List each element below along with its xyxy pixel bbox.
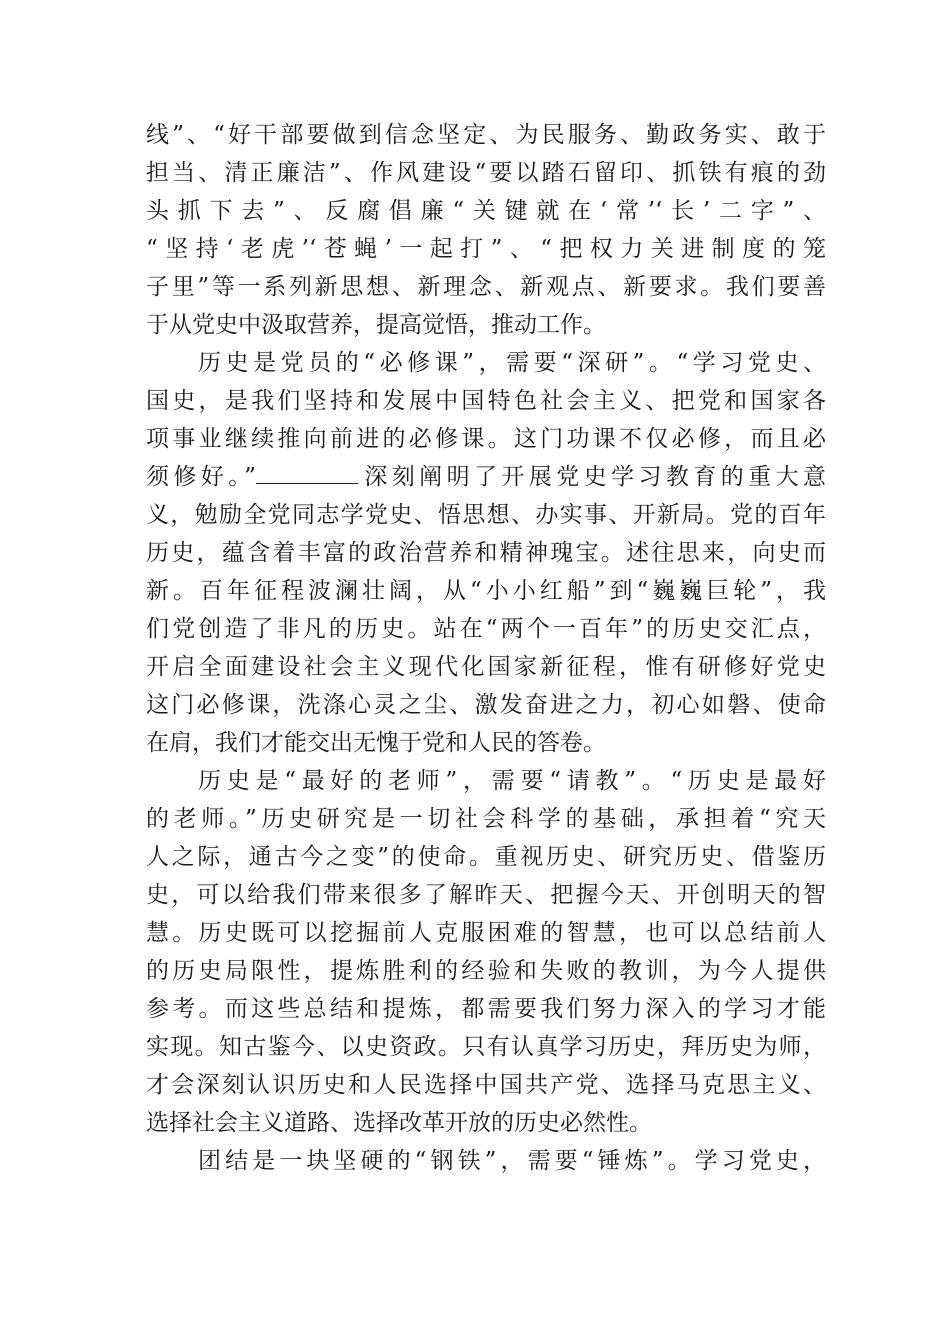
text-line: 慧。历史既可以挖掘前人克服困难的智慧，也可以总结前人	[146, 920, 826, 946]
text-line: “坚持‘老虎’‘苍蝇’一起打”、“把权力关进制度的笼	[146, 236, 826, 262]
text-line: 才会深刻认识历史和人民选择中国共产党、选择马克思主义、	[146, 1072, 826, 1098]
text-line: 线”、“好干部要做到信念坚定、为民服务、勤政务实、敢于	[146, 122, 826, 148]
paragraph-end-line: 在肩，我们才能交出无愧于党和人民的答卷。	[146, 730, 606, 756]
text-line: 新。百年征程波澜壮阔，从“小小红船”到“巍巍巨轮”，我	[146, 578, 826, 604]
paragraph-start-line: 历史是党员的“必修课”，需要“深研”。“学习党史、	[198, 350, 826, 376]
text-segment: 须修好。”	[146, 464, 256, 490]
text-line-with-blank	[146, 458, 826, 496]
text-line: 担当、清正廉洁”、作风建设“要以踏石留印、抓铁有痕的劲	[146, 160, 826, 186]
paragraph-start-line: 历史是“最好的老师”，需要“请教”。“历史是最好	[198, 768, 826, 794]
text-line: 参考。而这些总结和提炼，都需要我们努力深入的学习才能	[146, 996, 826, 1022]
body-text	[146, 116, 826, 1180]
paragraph-start-line: 团结是一块坚硬的“钢铁”，需要“锤炼”。学习党史，	[198, 1148, 826, 1174]
text-line: 义，勉励全党同志学党史、悟思想、办实事、开新局。党的百年	[146, 502, 826, 528]
fill-in-blank	[256, 463, 358, 484]
text-line: 开启全面建设社会主义现代化国家新征程，惟有研修好党史	[146, 654, 826, 680]
text-segment: 深刻阐明了开展党史学习教育的重大意	[359, 464, 827, 490]
text-line: 史，可以给我们带来很多了解昨天、把握今天、开创明天的智	[146, 882, 826, 908]
text-line: 子里”等一系列新思想、新理念、新观点、新要求。我们要善	[146, 274, 826, 300]
text-line: 的老师。”历史研究是一切社会科学的基础，承担着“究天	[146, 806, 826, 832]
text-line: 这门必修课，洗涤心灵之尘、激发奋进之力，初心如磐、使命	[146, 692, 826, 718]
text-line: 项事业继续推向前进的必修课。这门功课不仅必修，而且必	[146, 426, 826, 452]
text-line: 人之际，通古今之变”的使命。重视历史、研究历史、借鉴历	[146, 844, 826, 870]
text-line: 的历史局限性，提炼胜利的经验和失败的教训，为今人提供	[146, 958, 826, 984]
text-line: 历史，蕴含着丰富的政治营养和精神瑰宝。述往思来，向史而	[146, 540, 826, 566]
text-line: 国史，是我们坚持和发展中国特色社会主义、把党和国家各	[146, 388, 826, 414]
text-line: 们党创造了非凡的历史。站在“两个一百年”的历史交汇点，	[146, 616, 826, 642]
text-line: 头抓下去”、反腐倡廉“关键就在‘常’‘长’二字”、	[146, 198, 826, 224]
paragraph-end-line: 于从党史中汲取营养，提高觉悟，推动工作。	[146, 312, 606, 338]
paragraph-end-line: 选择社会主义道路、选择改革开放的历史必然性。	[146, 1110, 652, 1136]
text-line: 实现。知古鉴今、以史资政。只有认真学习历史，拜历史为师，	[146, 1034, 826, 1060]
